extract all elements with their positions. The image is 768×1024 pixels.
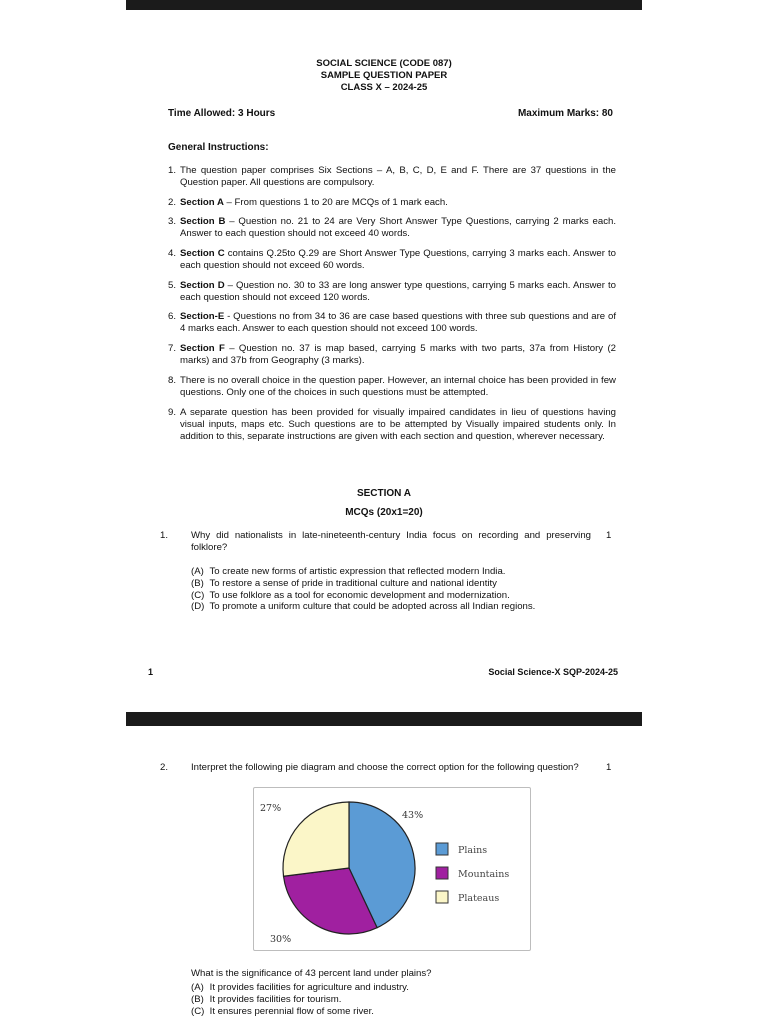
instruction-text: - Questions no from 34 to 36 are case based questions with three sub questions and are of 4 marks each. Answer to each question should not exceed 100 words. <box>180 311 616 335</box>
legend-label-plains: Plains <box>458 845 488 856</box>
q1-marks: 1 <box>606 530 612 541</box>
instruction-item <box>168 216 616 240</box>
instruction-number: 5. <box>168 279 177 291</box>
legend-swatch-mountains <box>436 867 448 879</box>
instruction-section-label: Section C <box>180 248 225 260</box>
instruction-text: – From questions 1 to 20 are MCQs of 1 mark each. <box>223 196 448 208</box>
mountains-percent-label: 30% <box>270 934 292 945</box>
instruction-number: 6. <box>168 311 177 323</box>
paper-subject-title: SOCIAL SCIENCE (CODE 087) <box>316 58 452 69</box>
q2-marks: 1 <box>606 762 612 773</box>
instruction-item <box>168 165 616 189</box>
instruction-number: 1. <box>168 165 177 176</box>
instruction-text: – Question no. 21 to 24 are Very Short Answer Type Questions, carrying 2 marks each. Answer to each question should not exceed 40 words. <box>180 216 616 240</box>
instruction-item <box>168 197 616 209</box>
pie-chart <box>254 788 530 950</box>
option-label: (A) <box>191 566 204 577</box>
instruction-number: 8. <box>168 374 177 386</box>
general-instructions-heading: General Instructions: <box>168 142 269 153</box>
paper-type-title: SAMPLE QUESTION PAPER <box>320 70 448 81</box>
q1-option <box>191 601 535 613</box>
q2-number: 2. <box>160 762 169 773</box>
q2-text: Interpret the following pie diagram and choose the correct option for the following question? <box>191 762 579 773</box>
legend-label-mountains: Mountains <box>458 869 510 880</box>
option-label: (B) <box>191 577 204 589</box>
option-text: To restore a sense of pride in traditional culture and national identity <box>209 577 497 589</box>
instruction-item <box>168 248 616 272</box>
legend-swatch-plains <box>436 843 448 855</box>
option-text: It provides facilities for agriculture and industry. <box>209 982 409 993</box>
q2-sub-question: What is the significance of 43 percent land under plains? <box>191 968 432 979</box>
instruction-section-label: Section-E <box>180 311 225 323</box>
instruction-number: 9. <box>168 406 177 418</box>
option-text: To promote a uniform culture that could be adopted across all Indian regions. <box>209 601 536 613</box>
page-number: 1 <box>148 667 154 677</box>
instruction-text: A separate question has been provided for visually impaired candidates in lieu of questions having visual inputs, maps etc. Such questions are to be attempted by Visually impaired students only. In addition to this, separate instructions are given with each section and question, wherever necessary. <box>180 406 616 442</box>
option-label: (C) <box>191 1005 205 1017</box>
option-text: To use folklore as a tool for economic development and modernization. <box>209 589 510 601</box>
q2-option <box>191 994 409 1006</box>
q2-option <box>191 1006 409 1018</box>
q1-option <box>191 566 535 578</box>
q1-text: Why did nationalists in late-nineteenth-century India focus on recording and preserving folklore? <box>191 530 591 553</box>
instruction-item <box>168 343 616 367</box>
option-text: It ensures perennial flow of some river. <box>209 1005 374 1017</box>
general-instructions-list <box>168 165 616 450</box>
section-a-title: SECTION A <box>356 488 412 499</box>
instruction-item <box>168 311 616 335</box>
q2-option <box>191 982 409 994</box>
instruction-number: 7. <box>168 343 177 355</box>
option-label: (C) <box>191 589 205 601</box>
instruction-section-label: Section D <box>180 279 225 291</box>
plateaus-percent-label: 27% <box>260 803 282 814</box>
time-allowed: Time Allowed: 3 Hours <box>168 108 276 119</box>
instruction-section-label: Section B <box>180 216 226 228</box>
instruction-text: contains Q.25to Q.29 are Short Answer Type Questions, carrying 3 marks each. Answer to each question should not exceed 60 words. <box>180 248 616 272</box>
paper-class-title: CLASS X – 2024-25 <box>340 82 428 93</box>
instruction-section-label: Section A <box>180 196 224 208</box>
option-label: (B) <box>191 993 204 1005</box>
legend-label-plateaus: Plateaus <box>458 893 500 904</box>
instruction-number: 2. <box>168 196 177 208</box>
instruction-text: – Question no. 30 to 33 are long answer type questions, carrying 5 marks each. Answer to each question should not exceed 120 words. <box>180 279 616 303</box>
section-a-subtitle: MCQs (20x1=20) <box>345 507 423 518</box>
instruction-number: 4. <box>168 248 177 260</box>
q1-options <box>191 566 535 613</box>
option-label: (A) <box>191 982 204 993</box>
top-dark-bar <box>126 0 642 10</box>
plains-percent-label: 43% <box>402 810 424 821</box>
page-break-bar <box>126 712 642 726</box>
q1-option <box>191 578 535 590</box>
maximum-marks: Maximum Marks: 80 <box>517 108 613 119</box>
instruction-item <box>168 280 616 304</box>
plateaus-slice <box>283 802 349 876</box>
instruction-item <box>168 375 616 399</box>
instruction-section-label: Section F <box>180 343 225 355</box>
legend-swatch-plateaus <box>436 891 448 903</box>
q2-options <box>191 982 409 1017</box>
option-text: It provides facilities for tourism. <box>209 993 342 1005</box>
instruction-number: 3. <box>168 216 177 228</box>
instruction-item <box>168 407 616 443</box>
option-text: To create new forms of artistic expression that reflected modern India. <box>209 566 506 577</box>
instruction-text: There is no overall choice in the question paper. However, an internal choice has been provided in few questions. Only one of the choices in such questions must be attempted. <box>180 374 616 398</box>
instruction-text: – Question no. 37 is map based, carrying 5 marks with two parts, 37a from History (2 marks) and 37b from Geography (3 marks). <box>180 343 616 367</box>
q1-number: 1. <box>160 530 169 541</box>
q1-option <box>191 590 535 602</box>
pie-chart-box <box>253 787 531 951</box>
option-label: (D) <box>191 601 205 613</box>
footer-paper-code: Social Science-X SQP-2024-25 <box>488 667 618 677</box>
instruction-text: The question paper comprises Six Sections – A, B, C, D, E and F. There are 37 questions in the Question paper. All questions are compulsory. <box>180 165 616 188</box>
